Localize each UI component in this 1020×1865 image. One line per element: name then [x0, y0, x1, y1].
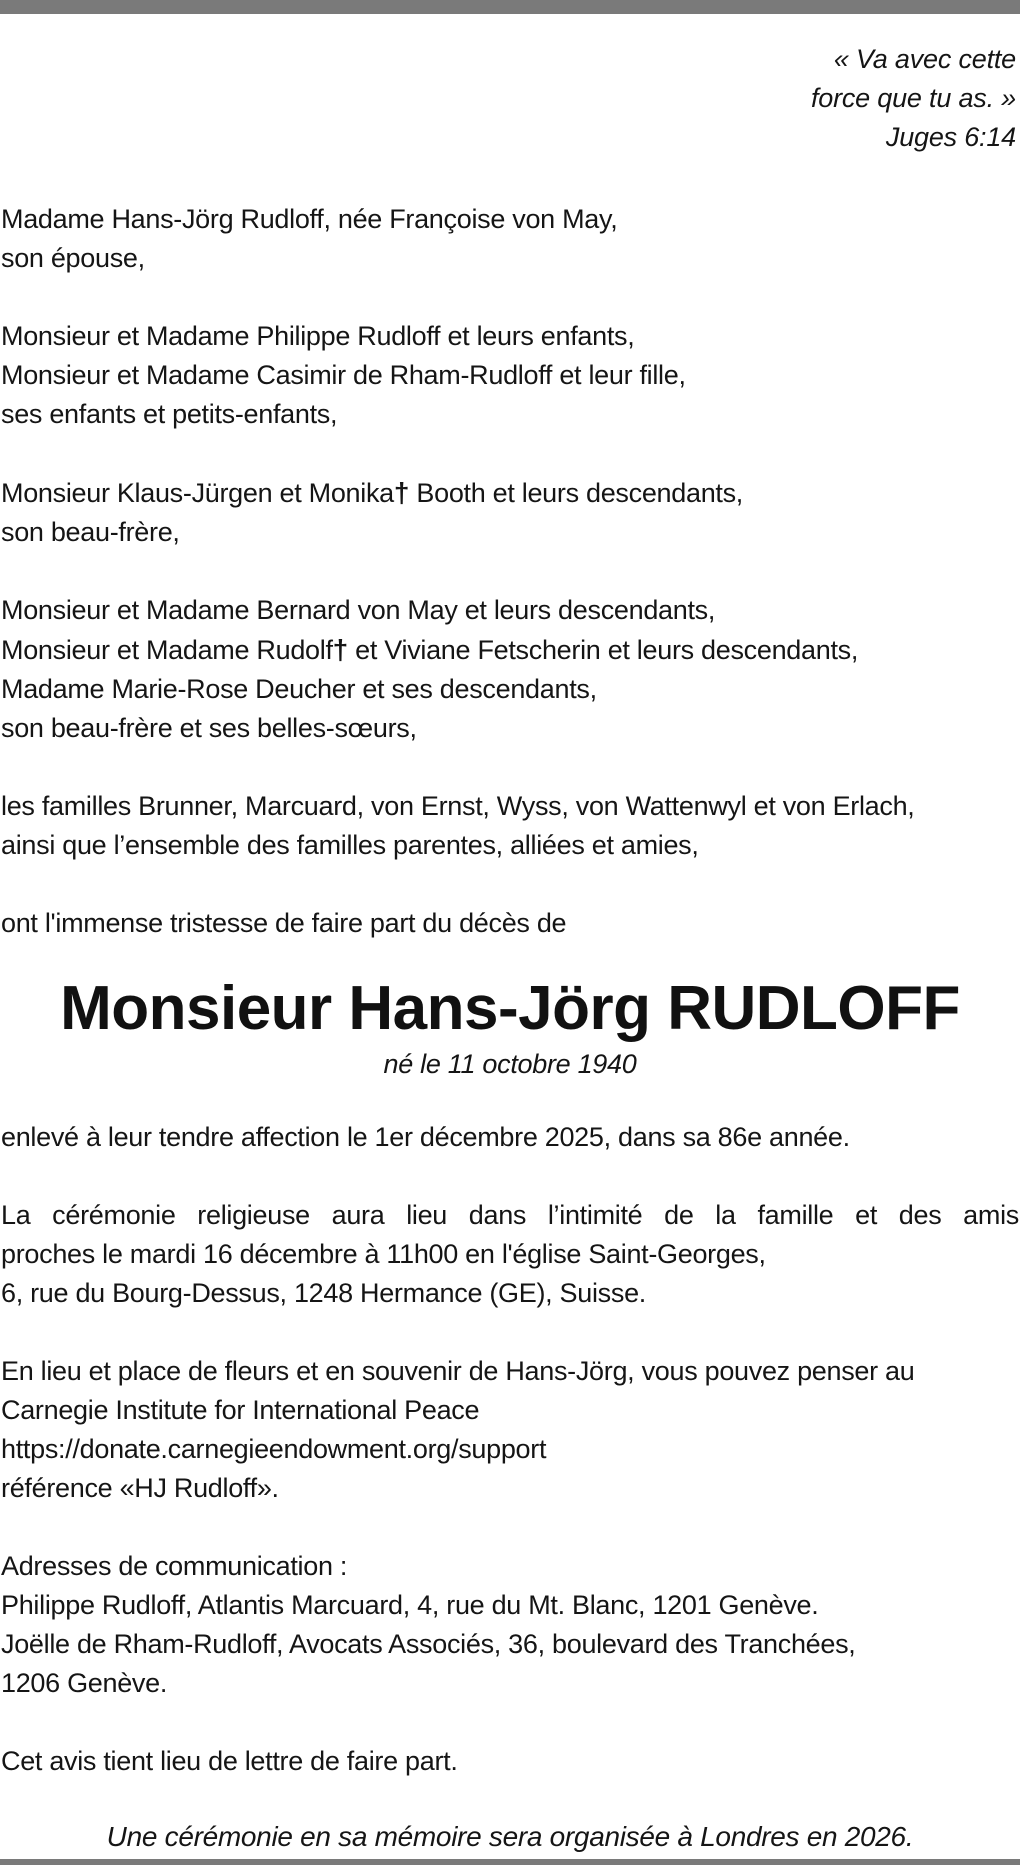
death-paragraph — [1, 1118, 1019, 1157]
in-laws-line-3: Madame Marie-Rose Deucher et ses descendants, — [1, 674, 597, 704]
footer-note: Une cérémonie en sa mémoire sera organisée à Londres en 2026. — [106, 1821, 914, 1852]
address-line-1: Philippe Rudloff, Atlantis Marcuard, 4, rue du Mt. Blanc, 1201 Genève. — [1, 1590, 819, 1620]
spouse-line-1: Madame Hans-Jörg Rudloff, née Françoise von May, — [1, 204, 618, 234]
addresses-paragraph — [1, 1547, 1019, 1703]
announcement-text: ont l'immense tristesse de faire part du décès de — [1, 908, 567, 938]
brother-in-law-name-b: Booth et leurs descendants, — [409, 478, 744, 508]
closing-paragraph — [1, 1742, 1019, 1781]
brother-in-law-line-1 — [1, 473, 1019, 513]
epigraph-reference: Juges 6:14 — [885, 122, 1016, 152]
announcement-paragraph — [1, 904, 1019, 943]
donation-paragraph — [1, 1352, 1019, 1508]
spouse-line-2: son épouse, — [1, 243, 145, 273]
in-laws-name-a: Monsieur et Madame Rudolf — [1, 635, 333, 665]
donation-line-1: En lieu et place de fleurs et en souvenir de Hans-Jörg, vous pouvez penser au — [1, 1356, 915, 1386]
in-laws-name-b: et Viviane Fetscherin et leurs descendants, — [347, 635, 859, 665]
deceased-name: Monsieur Hans-Jörg RUDLOFF — [60, 974, 960, 1043]
notice-body — [1, 200, 1019, 1820]
donation-url: https://donate.carnegieendowment.org/support — [1, 1434, 547, 1464]
obituary-notice — [0, 14, 1020, 1859]
epigraph-quote — [616, 40, 1016, 157]
families-line-2: ainsi que l’ensemble des familles parentes, alliées et amies, — [1, 830, 699, 860]
in-laws-line-2 — [1, 630, 1019, 670]
cross-icon: † — [393, 477, 410, 508]
donation-line-2: Carnegie Institute for International Peace — [1, 1395, 480, 1425]
birth-date: né le 11 octobre 1940 — [383, 1049, 637, 1079]
closing-text: Cet avis tient lieu de lettre de faire part. — [1, 1746, 458, 1776]
children-line-3: ses enfants et petits-enfants, — [1, 399, 338, 429]
families-paragraph — [1, 787, 1019, 865]
brother-in-law-paragraph — [1, 473, 1019, 552]
top-border — [0, 0, 1020, 14]
ceremony-line-2: proches le mardi 16 décembre à 11h00 en l'église Saint-Georges, — [1, 1239, 766, 1269]
in-laws-line-4: son beau-frère et ses belles-sœurs, — [1, 713, 417, 743]
brother-in-law-line-2: son beau-frère, — [1, 517, 180, 547]
epigraph-line-1: « Va avec cette — [833, 44, 1016, 74]
donation-reference: référence «HJ Rudloff». — [1, 1473, 279, 1503]
addresses-title: Adresses de communication : — [1, 1551, 348, 1581]
ceremony-line-1: La cérémonie religieuse aura lieu dans l’intimité de la famille et des amis — [1, 1200, 1019, 1230]
children-line-1: Monsieur et Madame Philippe Rudloff et leurs enfants, — [1, 321, 635, 351]
death-text: enlevé à leur tendre affection le 1er décembre 2025, dans sa 86e année. — [1, 1122, 850, 1152]
in-laws-line-1: Monsieur et Madame Bernard von May et leurs descendants, — [1, 595, 716, 625]
spouse-paragraph — [1, 200, 1019, 278]
address-line-2: Joëlle de Rham-Rudloff, Avocats Associés, 36, boulevard des Tranchées, — [1, 1629, 856, 1659]
ceremony-line-3: 6, rue du Bourg-Dessus, 1248 Hermance (GE), Suisse. — [1, 1278, 647, 1308]
families-line-1: les familles Brunner, Marcuard, von Ernst, Wyss, von Wattenwyl et von Erlach, — [1, 791, 915, 821]
ceremony-paragraph — [1, 1196, 1019, 1313]
epigraph-line-2: force que tu as. » — [810, 83, 1016, 113]
children-paragraph — [1, 317, 1019, 434]
bottom-border — [0, 1859, 1020, 1865]
cross-icon: † — [332, 634, 348, 665]
brother-in-law-name-a: Monsieur Klaus-Jürgen et Monika — [1, 478, 394, 508]
in-laws-paragraph — [1, 591, 1019, 748]
address-line-3: 1206 Genève. — [1, 1668, 168, 1698]
children-line-2: Monsieur et Madame Casimir de Rham-Rudloff et leur fille, — [1, 360, 686, 390]
